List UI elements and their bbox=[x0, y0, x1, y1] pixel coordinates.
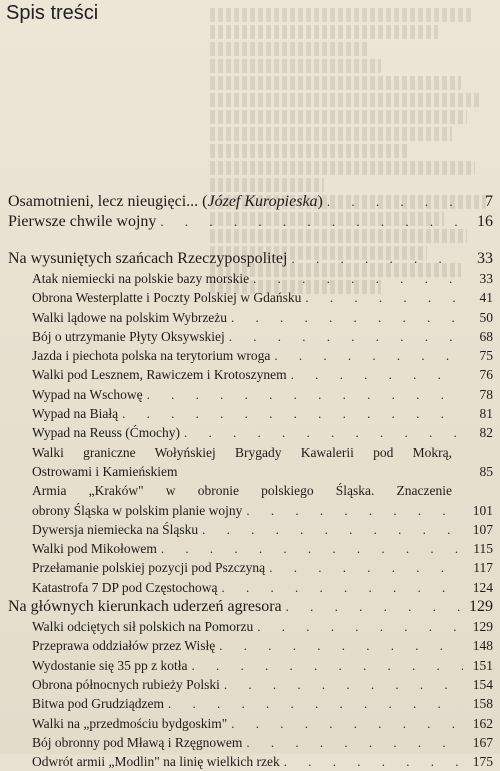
toc-leader-dots bbox=[305, 288, 463, 307]
toc-entry-page: 76 bbox=[479, 367, 493, 383]
toc-entry-title: Osamotnieni, lecz nieugięci... (Józef Kuropieska) bbox=[8, 193, 323, 210]
toc-entry[interactable] bbox=[8, 578, 493, 597]
toc-entry-page: 50 bbox=[479, 309, 493, 325]
toc-entry[interactable] bbox=[8, 192, 493, 212]
toc-entry-page: 16 bbox=[477, 213, 493, 230]
toc-entry-title: Walki lądowe na polskim Wybrzeżu bbox=[32, 309, 228, 325]
toc-entry-page: 68 bbox=[479, 328, 493, 344]
toc-leader-dots bbox=[286, 597, 463, 617]
toc-entry-title: Atak niemiecki na polskie bazy morskie bbox=[32, 271, 250, 286]
toc-entry-title: Obrona Westerplatte i Poczty Polskiej w Gdańsku bbox=[32, 290, 302, 306]
toc-entry-title: Walki pod Mikołowem bbox=[32, 541, 157, 557]
toc-entry-title-line1: Walki graniczne Wołyńskiej Brygady Kawalerii pod Mokrą, bbox=[32, 444, 452, 460]
toc-entry[interactable] bbox=[8, 714, 493, 733]
toc-leader-dots bbox=[147, 385, 463, 404]
toc-leader-dots bbox=[246, 733, 463, 752]
toc-entry-page: 81 bbox=[479, 406, 493, 422]
toc-entry-title: Walki odciętych sił polskich na Pomorzu bbox=[32, 619, 254, 635]
toc-entry[interactable] bbox=[8, 481, 493, 520]
toc-leader-dots bbox=[274, 346, 463, 365]
toc-leader-dots bbox=[231, 714, 463, 733]
toc-entry-page: 101 bbox=[472, 502, 493, 518]
toc-entry[interactable] bbox=[8, 539, 493, 558]
toc-entry-title: Wypad na Białą bbox=[32, 406, 119, 422]
toc-entry[interactable] bbox=[8, 346, 493, 365]
toc-entry-page: 162 bbox=[472, 715, 493, 731]
toc-entry[interactable] bbox=[8, 694, 493, 713]
toc-section-page: 129 bbox=[469, 598, 493, 616]
toc-leader-dots bbox=[257, 617, 463, 636]
toc-leader-dots bbox=[161, 539, 463, 558]
toc-entry-page: 107 bbox=[472, 521, 493, 537]
toc-section[interactable] bbox=[8, 249, 493, 269]
toc-entry-title: Przełamanie polskiej pozycji pod Pszczyną bbox=[32, 560, 266, 576]
toc-leader-dots bbox=[202, 520, 463, 539]
toc-entry[interactable] bbox=[8, 443, 493, 482]
toc-entry-title: Jazda i piechota polska na terytorium wroga bbox=[32, 348, 271, 364]
toc-entry-page: 82 bbox=[479, 425, 493, 441]
table-of-contents bbox=[8, 192, 493, 771]
toc-leader-dots bbox=[291, 249, 463, 269]
toc-entry-title: Walki pod Lesznem, Rawiczem i Krotoszynem bbox=[32, 367, 287, 383]
toc-leader-dots bbox=[168, 694, 463, 713]
toc-entry[interactable] bbox=[8, 365, 493, 384]
toc-section-title: Na wysuniętych szańcach Rzeczypospolitej bbox=[8, 250, 288, 267]
toc-entry-page: 124 bbox=[472, 579, 493, 595]
toc-entry-title: Wypad na Wschowę bbox=[32, 386, 143, 402]
toc-entry-page: 129 bbox=[472, 619, 493, 635]
toc-entry-title-line2: obrony Śląska w polskim planie wojny bbox=[32, 502, 243, 518]
toc-entry-page: 41 bbox=[479, 290, 493, 306]
toc-leader-dots bbox=[184, 423, 463, 442]
toc-entry-page: 167 bbox=[472, 734, 493, 750]
toc-leader-dots bbox=[327, 192, 463, 212]
toc-entry-title: Katastrofa 7 DP pod Częstochową bbox=[32, 579, 218, 595]
toc-entry[interactable] bbox=[8, 617, 493, 636]
toc-entry[interactable] bbox=[8, 308, 493, 327]
toc-entry-title: Bój obronny pod Mławą i Rzęgnowem bbox=[32, 734, 243, 750]
toc-section[interactable] bbox=[8, 597, 493, 617]
toc-entry-title: Bój o utrzymanie Płyty Oksywskiej bbox=[32, 328, 225, 344]
toc-leader-dots bbox=[192, 656, 463, 675]
toc-entry[interactable] bbox=[8, 404, 493, 423]
toc-entry[interactable] bbox=[8, 558, 493, 577]
toc-leader-dots bbox=[224, 675, 463, 694]
toc-entry-title: Wydostanie się 35 pp z kotła bbox=[32, 657, 188, 673]
toc-leader-dots bbox=[291, 365, 463, 384]
toc-leader-dots bbox=[219, 636, 463, 655]
toc-entry-page: 85 bbox=[479, 463, 493, 479]
toc-entry-page: 7 bbox=[485, 193, 493, 210]
toc-entry[interactable] bbox=[8, 212, 493, 232]
toc-entry-title-line1: Armia „Kraków" w obronie polskiego Śląska. Znaczenie bbox=[32, 483, 452, 499]
toc-entry[interactable] bbox=[8, 288, 493, 307]
toc-entry-page: 33 bbox=[479, 271, 493, 286]
toc-leader-dots bbox=[122, 404, 463, 423]
toc-entry[interactable] bbox=[8, 269, 493, 288]
toc-entry[interactable] bbox=[8, 733, 493, 752]
toc-leader-dots bbox=[229, 327, 463, 346]
toc-entry-page: 115 bbox=[473, 541, 493, 557]
toc-section-page: 33 bbox=[477, 250, 493, 267]
toc-entry[interactable] bbox=[8, 636, 493, 655]
page-title: Spis treści bbox=[6, 2, 99, 24]
toc-leader-dots bbox=[246, 501, 463, 520]
toc-leader-dots bbox=[231, 308, 463, 327]
toc-entry[interactable] bbox=[8, 752, 493, 771]
toc-entry-title: Dywersja niemiecka na Śląsku bbox=[32, 521, 199, 537]
toc-entry[interactable] bbox=[8, 520, 493, 539]
toc-leader-dots bbox=[221, 578, 463, 597]
toc-entry[interactable] bbox=[8, 675, 493, 694]
toc-entry-title: Pierwsze chwile wojny bbox=[8, 213, 157, 230]
toc-entry-title: Bitwa pod Grudziądzem bbox=[32, 696, 164, 712]
toc-entry-page: 75 bbox=[479, 348, 493, 364]
toc-entry[interactable] bbox=[8, 656, 493, 675]
toc-entry-page: 154 bbox=[472, 676, 493, 692]
toc-entry[interactable] bbox=[8, 327, 493, 346]
toc-entry[interactable] bbox=[8, 385, 493, 404]
toc-entry-title: Przeprawa oddziałów przez Wisłę bbox=[32, 638, 216, 654]
toc-section-title: Na głównych kierunkach uderzeń agresora bbox=[8, 598, 282, 616]
toc-entry-title: Odwrót armii „Modlin" na linię wielkich rzek bbox=[32, 754, 280, 770]
toc-entry-page: 158 bbox=[472, 696, 493, 712]
toc-entry-title: Wypad na Reuss (Ćmochy) bbox=[32, 425, 181, 441]
toc-entry-page: 78 bbox=[479, 386, 493, 402]
toc-leader-dots bbox=[269, 558, 463, 577]
toc-entry-page: 148 bbox=[472, 638, 493, 654]
toc-entry[interactable] bbox=[8, 423, 493, 442]
toc-entry-page: 151 bbox=[472, 657, 493, 673]
toc-entry-title: Obrona północnych rubieży Polski bbox=[32, 676, 220, 692]
toc-entry-page: 117 bbox=[473, 560, 493, 576]
toc-leader-dots bbox=[253, 269, 463, 288]
toc-leader-dots bbox=[160, 212, 463, 232]
toc-leader-dots bbox=[284, 752, 463, 771]
toc-entry-title-line2: Ostrowami i Kamieńskiem bbox=[32, 463, 178, 479]
toc-entry-page: 175 bbox=[472, 754, 493, 770]
toc-entry-title: Walki na „przedmościu bydgoskim" bbox=[32, 715, 228, 731]
